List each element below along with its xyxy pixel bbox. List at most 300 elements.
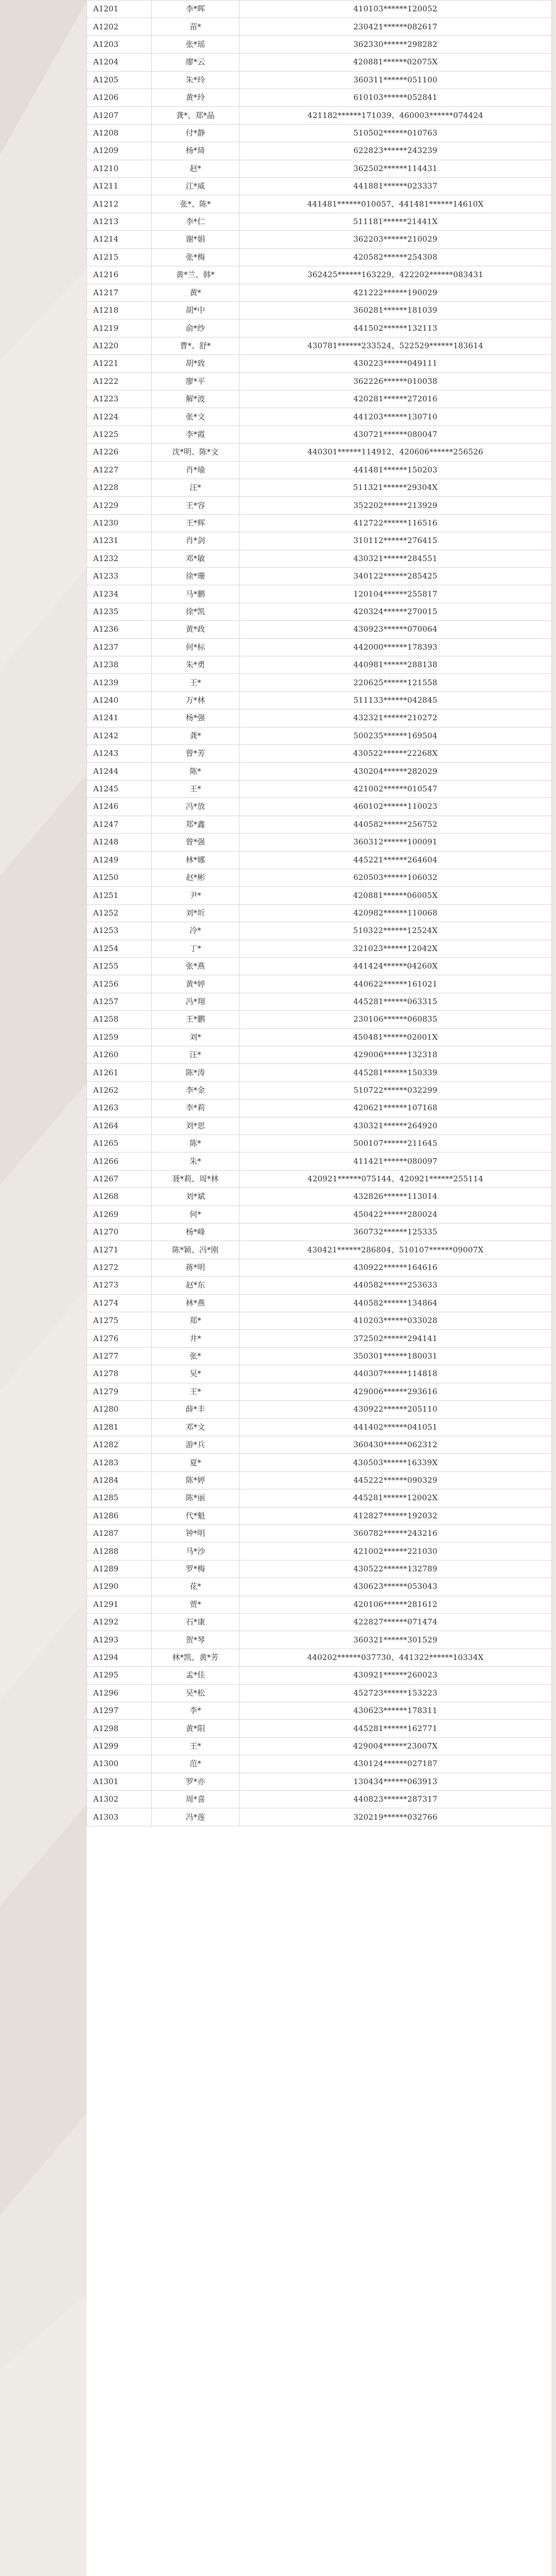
- record-id-cell: A1272: [87, 1259, 152, 1276]
- name-cell: 何*标: [152, 638, 239, 656]
- record-id-cell: A1298: [87, 1720, 152, 1737]
- id-number-cell: 362330******298282: [239, 36, 552, 53]
- id-number-cell: 430204******282029: [239, 762, 552, 780]
- record-id-cell: A1263: [87, 1099, 152, 1117]
- record-id-cell: A1255: [87, 957, 152, 975]
- id-number-cell: 412722******116516: [239, 514, 552, 532]
- id-number-cell: 440307******114818: [239, 1365, 552, 1383]
- record-id-cell: A1216: [87, 266, 152, 284]
- record-id-cell: A1257: [87, 993, 152, 1010]
- id-number-cell: 622823******243239: [239, 142, 552, 160]
- record-id-cell: A1208: [87, 124, 152, 142]
- id-number-cell: 429006******132318: [239, 1046, 552, 1063]
- table-row: [87, 426, 552, 443]
- id-number-cell: 441502******132113: [239, 319, 552, 337]
- record-id-cell: A1277: [87, 1347, 152, 1365]
- id-number-cell: 445281******150339: [239, 1064, 552, 1081]
- name-cell: 范*: [152, 1755, 239, 1773]
- registry-table: [86, 0, 552, 1826]
- table-row: [87, 1471, 552, 1489]
- record-id-cell: A1301: [87, 1773, 152, 1790]
- name-cell: 陈*: [152, 762, 239, 780]
- record-id-cell: A1274: [87, 1294, 152, 1312]
- id-number-cell: 445222******090329: [239, 1471, 552, 1489]
- name-cell: 何*: [152, 1206, 239, 1223]
- record-id-cell: A1296: [87, 1684, 152, 1702]
- id-number-cell: 321023******12042X: [239, 940, 552, 957]
- record-id-cell: A1246: [87, 798, 152, 816]
- record-id-cell: A1262: [87, 1081, 152, 1099]
- name-cell: 俞*纱: [152, 319, 239, 337]
- table-row: [87, 1277, 552, 1294]
- table-row: [87, 266, 552, 284]
- id-number-cell: 441424******04260X: [239, 957, 552, 975]
- name-cell: 李*: [152, 1702, 239, 1720]
- name-cell: 林*凯、黄*芳: [152, 1649, 239, 1666]
- table-row: [87, 1631, 552, 1649]
- table-row: [87, 319, 552, 337]
- table-row: [87, 248, 552, 266]
- record-id-cell: A1211: [87, 178, 152, 195]
- id-number-cell: 445281******063315: [239, 993, 552, 1010]
- record-id-cell: A1288: [87, 1543, 152, 1560]
- table-row: [87, 1489, 552, 1507]
- id-number-cell: 362502******114431: [239, 160, 552, 177]
- name-cell: 汪*: [152, 1046, 239, 1063]
- table-row: [87, 957, 552, 975]
- table-row: [87, 1755, 552, 1773]
- name-cell: 李*金: [152, 1081, 239, 1099]
- name-cell: 曹*、舒*: [152, 337, 239, 354]
- name-cell: 杨*峰: [152, 1224, 239, 1241]
- name-cell: 王*: [152, 780, 239, 798]
- table-row: [87, 674, 552, 691]
- record-id-cell: A1238: [87, 656, 152, 674]
- table-row: [87, 54, 552, 71]
- name-cell: 肖*瑜: [152, 461, 239, 479]
- id-number-cell: 511181******21441X: [239, 213, 552, 230]
- name-cell: 邓*敏: [152, 550, 239, 567]
- name-cell: 聂*莉、周*林: [152, 1170, 239, 1188]
- id-number-cell: 421002******010547: [239, 780, 552, 798]
- id-number-cell: 430922******164616: [239, 1259, 552, 1276]
- table-row: [87, 904, 552, 922]
- name-cell: 廖*平: [152, 372, 239, 390]
- id-number-cell: 340122******285425: [239, 568, 552, 585]
- table-row: [87, 1312, 552, 1330]
- id-number-cell: 442000******178393: [239, 638, 552, 656]
- table-row: [87, 1153, 552, 1170]
- table-row: [87, 1808, 552, 1826]
- table-row: [87, 1667, 552, 1684]
- id-number-cell: 430503******16339X: [239, 1454, 552, 1471]
- table-row: [87, 1099, 552, 1117]
- table-row: [87, 585, 552, 603]
- table-row: [87, 975, 552, 993]
- id-number-cell: 511133******042845: [239, 691, 552, 709]
- name-cell: 贾*: [152, 1596, 239, 1613]
- table-row: [87, 1347, 552, 1365]
- table-row: [87, 1560, 552, 1578]
- name-cell: 石*康: [152, 1613, 239, 1631]
- table-row: [87, 124, 552, 142]
- record-id-cell: A1228: [87, 479, 152, 496]
- id-number-cell: 441481******150203: [239, 461, 552, 479]
- record-id-cell: A1212: [87, 195, 152, 213]
- table-row: [87, 940, 552, 957]
- name-cell: 孟*佳: [152, 1667, 239, 1684]
- name-cell: 罗*亦: [152, 1773, 239, 1790]
- registry-table-body: [87, 1, 552, 1826]
- name-cell: 陈*: [152, 1135, 239, 1153]
- record-id-cell: A1229: [87, 497, 152, 514]
- name-cell: 王*辉: [152, 514, 239, 532]
- table-row: [87, 213, 552, 230]
- id-number-cell: 500235******169504: [239, 727, 552, 744]
- id-number-cell: 360311******051100: [239, 71, 552, 89]
- record-id-cell: A1207: [87, 107, 152, 124]
- table-row: [87, 1684, 552, 1702]
- table-row: [87, 284, 552, 301]
- record-id-cell: A1219: [87, 319, 152, 337]
- table-row: [87, 532, 552, 550]
- record-id-cell: A1210: [87, 160, 152, 177]
- name-cell: 黄*玲: [152, 89, 239, 107]
- record-id-cell: A1297: [87, 1702, 152, 1720]
- record-id-cell: A1302: [87, 1791, 152, 1808]
- table-row: [87, 1791, 552, 1808]
- name-cell: 徐*凯: [152, 603, 239, 620]
- name-cell: 张*梅: [152, 248, 239, 266]
- id-number-cell: 452723******153223: [239, 1684, 552, 1702]
- table-row: [87, 1613, 552, 1631]
- table-row: [87, 1507, 552, 1524]
- record-id-cell: A1224: [87, 408, 152, 426]
- table-row: [87, 568, 552, 585]
- table-row: [87, 337, 552, 354]
- table-row: [87, 1649, 552, 1666]
- table-row: [87, 1383, 552, 1400]
- name-cell: 林*燕: [152, 1294, 239, 1312]
- table-row: [87, 834, 552, 851]
- id-number-cell: 130434******063913: [239, 1773, 552, 1790]
- table-row: [87, 621, 552, 638]
- table-row: [87, 1170, 552, 1188]
- name-cell: 李*莉: [152, 1099, 239, 1117]
- name-cell: 黄*政: [152, 621, 239, 638]
- table-row: [87, 1418, 552, 1436]
- record-id-cell: A1214: [87, 231, 152, 248]
- table-row: [87, 1720, 552, 1737]
- id-number-cell: 360732******125335: [239, 1224, 552, 1241]
- record-id-cell: A1260: [87, 1046, 152, 1063]
- id-number-cell: 421002******221030: [239, 1543, 552, 1560]
- name-cell: 杨*强: [152, 709, 239, 727]
- name-cell: 吴*松: [152, 1684, 239, 1702]
- record-id-cell: A1276: [87, 1330, 152, 1347]
- record-id-cell: A1235: [87, 603, 152, 620]
- record-id-cell: A1230: [87, 514, 152, 532]
- table-row: [87, 1294, 552, 1312]
- table-row: [87, 408, 552, 426]
- table-row: [87, 798, 552, 816]
- record-id-cell: A1252: [87, 904, 152, 922]
- table-row: [87, 816, 552, 833]
- id-number-cell: 430623******178311: [239, 1702, 552, 1720]
- record-id-cell: A1289: [87, 1560, 152, 1578]
- table-row: [87, 1081, 552, 1099]
- id-number-cell: 360782******243216: [239, 1524, 552, 1542]
- id-number-cell: 310112******276415: [239, 532, 552, 550]
- record-id-cell: A1241: [87, 709, 152, 727]
- record-id-cell: A1269: [87, 1206, 152, 1223]
- table-row: [87, 745, 552, 762]
- id-number-cell: 430623******053043: [239, 1578, 552, 1596]
- name-cell: 钟*明: [152, 1524, 239, 1542]
- id-number-cell: 220625******121558: [239, 674, 552, 691]
- table-row: [87, 1259, 552, 1276]
- name-cell: 廖*云: [152, 54, 239, 71]
- record-id-cell: A1226: [87, 444, 152, 461]
- name-cell: 邓*文: [152, 1418, 239, 1436]
- name-cell: 谢*娟: [152, 231, 239, 248]
- id-number-cell: 430522******132789: [239, 1560, 552, 1578]
- name-cell: 江*威: [152, 178, 239, 195]
- id-number-cell: 430223******049111: [239, 355, 552, 372]
- table-row: [87, 869, 552, 886]
- id-number-cell: 420921******075144、420921******255114: [239, 1170, 552, 1188]
- table-row: [87, 195, 552, 213]
- table-row: [87, 1206, 552, 1223]
- id-number-cell: 410203******033028: [239, 1312, 552, 1330]
- record-id-cell: A1218: [87, 301, 152, 319]
- id-number-cell: 420582******254308: [239, 248, 552, 266]
- table-row: [87, 1011, 552, 1028]
- id-number-cell: 362425******163229、422202******083431: [239, 266, 552, 284]
- record-id-cell: A1267: [87, 1170, 152, 1188]
- name-cell: 龚*: [152, 727, 239, 744]
- id-number-cell: 362226******010038: [239, 372, 552, 390]
- table-row: [87, 301, 552, 319]
- record-id-cell: A1244: [87, 762, 152, 780]
- id-number-cell: 450481******02001X: [239, 1028, 552, 1046]
- table-row: [87, 444, 552, 461]
- record-id-cell: A1253: [87, 922, 152, 940]
- record-id-cell: A1209: [87, 142, 152, 160]
- name-cell: 吴*: [152, 1365, 239, 1383]
- record-id-cell: A1266: [87, 1153, 152, 1170]
- name-cell: 马*沙: [152, 1543, 239, 1560]
- registry-sheet: [86, 0, 551, 2576]
- id-number-cell: 440582******256752: [239, 816, 552, 833]
- name-cell: 徐*珊: [152, 568, 239, 585]
- record-id-cell: A1232: [87, 550, 152, 567]
- record-id-cell: A1204: [87, 54, 152, 71]
- table-row: [87, 993, 552, 1010]
- name-cell: 陈*婷: [152, 1471, 239, 1489]
- table-row: [87, 1188, 552, 1206]
- table-row: [87, 727, 552, 744]
- record-id-cell: A1256: [87, 975, 152, 993]
- record-id-cell: A1223: [87, 390, 152, 408]
- record-id-cell: A1287: [87, 1524, 152, 1542]
- name-cell: 王*鹏: [152, 1011, 239, 1028]
- name-cell: 夏*: [152, 1454, 239, 1471]
- id-number-cell: 445281******162771: [239, 1720, 552, 1737]
- name-cell: 王*: [152, 674, 239, 691]
- name-cell: 林*娜: [152, 851, 239, 869]
- table-row: [87, 497, 552, 514]
- record-id-cell: A1254: [87, 940, 152, 957]
- record-id-cell: A1292: [87, 1613, 152, 1631]
- name-cell: 周*喜: [152, 1791, 239, 1808]
- id-number-cell: 460102******110023: [239, 798, 552, 816]
- name-cell: 丁*: [152, 940, 239, 957]
- id-number-cell: 441203******130710: [239, 408, 552, 426]
- id-number-cell: 360321******301529: [239, 1631, 552, 1649]
- id-number-cell: 320219******032766: [239, 1808, 552, 1826]
- record-id-cell: A1290: [87, 1578, 152, 1596]
- name-cell: 黄*婷: [152, 975, 239, 993]
- name-cell: 曾*芳: [152, 745, 239, 762]
- record-id-cell: A1220: [87, 337, 152, 354]
- name-cell: 汪*: [152, 479, 239, 496]
- table-row: [87, 638, 552, 656]
- table-row: [87, 372, 552, 390]
- id-number-cell: 440202******037730、441322******10334X: [239, 1649, 552, 1666]
- name-cell: 陈*丽: [152, 1489, 239, 1507]
- record-id-cell: A1205: [87, 71, 152, 89]
- name-cell: 代*魁: [152, 1507, 239, 1524]
- name-cell: 冯*莲: [152, 1808, 239, 1826]
- id-number-cell: 440981******288138: [239, 656, 552, 674]
- record-id-cell: A1280: [87, 1401, 152, 1418]
- name-cell: 万*林: [152, 691, 239, 709]
- table-row: [87, 1543, 552, 1560]
- name-cell: 沈*明、陈*文: [152, 444, 239, 461]
- table-row: [87, 142, 552, 160]
- name-cell: 冯*放: [152, 798, 239, 816]
- record-id-cell: A1259: [87, 1028, 152, 1046]
- name-cell: 曾*强: [152, 834, 239, 851]
- record-id-cell: A1225: [87, 426, 152, 443]
- id-number-cell: 430721******080047: [239, 426, 552, 443]
- table-row: [87, 1702, 552, 1720]
- name-cell: 胡*致: [152, 355, 239, 372]
- record-id-cell: A1268: [87, 1188, 152, 1206]
- id-number-cell: 450422******280024: [239, 1206, 552, 1223]
- record-id-cell: A1236: [87, 621, 152, 638]
- table-row: [87, 656, 552, 674]
- id-number-cell: 230421******082617: [239, 18, 552, 36]
- id-number-cell: 430522******22268X: [239, 745, 552, 762]
- record-id-cell: A1237: [87, 638, 152, 656]
- name-cell: 朱*: [152, 1153, 239, 1170]
- name-cell: 黄*兰、韩*: [152, 266, 239, 284]
- name-cell: 郑*: [152, 1312, 239, 1330]
- record-id-cell: A1249: [87, 851, 152, 869]
- id-number-cell: 372502******294141: [239, 1330, 552, 1347]
- id-number-cell: 445221******264604: [239, 851, 552, 869]
- name-cell: 游*兵: [152, 1436, 239, 1453]
- table-row: [87, 762, 552, 780]
- name-cell: 贺*琴: [152, 1631, 239, 1649]
- id-number-cell: 441881******023337: [239, 178, 552, 195]
- id-number-cell: 420881******06005X: [239, 887, 552, 904]
- name-cell: 陈*涛: [152, 1064, 239, 1081]
- name-cell: 肖*剑: [152, 532, 239, 550]
- table-row: [87, 1064, 552, 1081]
- id-number-cell: 230106******060835: [239, 1011, 552, 1028]
- record-id-cell: A1247: [87, 816, 152, 833]
- table-row: [87, 160, 552, 177]
- table-row: [87, 1135, 552, 1153]
- record-id-cell: A1281: [87, 1418, 152, 1436]
- id-number-cell: 440582******253633: [239, 1277, 552, 1294]
- id-number-cell: 430922******205110: [239, 1401, 552, 1418]
- name-cell: 陈*颖、冯*刚: [152, 1241, 239, 1259]
- id-number-cell: 430321******284551: [239, 550, 552, 567]
- table-row: [87, 691, 552, 709]
- table-row: [87, 1117, 552, 1134]
- id-number-cell: 510722******032299: [239, 1081, 552, 1099]
- id-number-cell: 350301******180031: [239, 1347, 552, 1365]
- table-row: [87, 479, 552, 496]
- id-number-cell: 420324******270015: [239, 603, 552, 620]
- table-row: [87, 71, 552, 89]
- record-id-cell: A1231: [87, 532, 152, 550]
- table-row: [87, 1401, 552, 1418]
- name-cell: 黄*: [152, 284, 239, 301]
- record-id-cell: A1243: [87, 745, 152, 762]
- name-cell: 杨*琦: [152, 142, 239, 160]
- name-cell: 冷*: [152, 922, 239, 940]
- id-number-cell: 441481******010057、441481******14610X: [239, 195, 552, 213]
- record-id-cell: A1217: [87, 284, 152, 301]
- table-row: [87, 603, 552, 620]
- record-id-cell: A1275: [87, 1312, 152, 1330]
- name-cell: 蒋*明: [152, 1259, 239, 1276]
- name-cell: 王*容: [152, 497, 239, 514]
- record-id-cell: A1261: [87, 1064, 152, 1081]
- table-row: [87, 922, 552, 940]
- name-cell: 花*: [152, 1578, 239, 1596]
- id-number-cell: 362203******210029: [239, 231, 552, 248]
- table-row: [87, 1, 552, 18]
- id-number-cell: 440582******134864: [239, 1294, 552, 1312]
- id-number-cell: 421182******171039、460003******074424: [239, 107, 552, 124]
- record-id-cell: A1201: [87, 1, 152, 18]
- id-number-cell: 410103******120052: [239, 1, 552, 18]
- table-row: [87, 1028, 552, 1046]
- id-number-cell: 440622******161021: [239, 975, 552, 993]
- id-number-cell: 360312******100091: [239, 834, 552, 851]
- name-cell: 张*文: [152, 408, 239, 426]
- table-row: [87, 514, 552, 532]
- id-number-cell: 432321******210272: [239, 709, 552, 727]
- id-number-cell: 120104******255817: [239, 585, 552, 603]
- id-number-cell: 352202******213929: [239, 497, 552, 514]
- name-cell: 刘*斌: [152, 1188, 239, 1206]
- table-row: [87, 1524, 552, 1542]
- record-id-cell: A1294: [87, 1649, 152, 1666]
- id-number-cell: 441402******041051: [239, 1418, 552, 1436]
- record-id-cell: A1248: [87, 834, 152, 851]
- record-id-cell: A1245: [87, 780, 152, 798]
- id-number-cell: 412827******192032: [239, 1507, 552, 1524]
- name-cell: 张*瑶: [152, 36, 239, 53]
- record-id-cell: A1240: [87, 691, 152, 709]
